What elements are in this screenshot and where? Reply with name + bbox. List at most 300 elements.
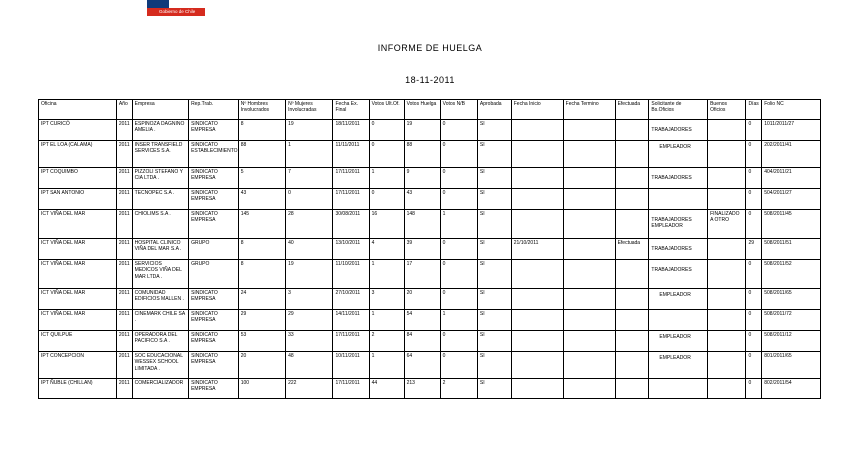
table-cell	[286, 260, 333, 289]
table-cell	[649, 120, 708, 141]
cell-text: 18/11/2011	[335, 121, 360, 127]
table-cell	[39, 239, 117, 260]
table-row	[39, 120, 821, 141]
cell-text: 2011	[118, 240, 130, 246]
table-cell	[615, 310, 649, 331]
table-cell	[39, 310, 117, 331]
table-cell	[762, 141, 821, 168]
table-cell	[404, 210, 440, 239]
cell-text: 0	[748, 211, 752, 217]
table-cell	[615, 331, 649, 352]
cell-text: 0	[748, 380, 752, 386]
cell-text: 100	[240, 380, 250, 386]
report-title: INFORME DE HUELGA	[377, 43, 483, 53]
cell-text: 508/2011/65	[764, 290, 792, 296]
table-cell	[39, 168, 117, 189]
table-cell	[238, 331, 285, 352]
cell-text: 11/11/2011	[335, 142, 360, 148]
table-cell	[649, 331, 708, 352]
table-cell	[369, 260, 404, 289]
cell-text: TRABAJADORES	[651, 127, 692, 133]
cell-text: 44	[371, 380, 378, 386]
cell-text: SINDICATO EMPRESA	[191, 380, 218, 393]
column-header: Votos Ult.Of.	[369, 100, 404, 120]
column-header: Votos Huelga	[404, 100, 440, 120]
cell-text: 48	[288, 353, 294, 359]
table-cell	[708, 141, 746, 168]
cell-text: 0	[748, 311, 752, 317]
table-cell	[404, 352, 440, 379]
cell-text: 53	[240, 332, 247, 338]
table-cell	[649, 239, 708, 260]
table-cell	[132, 352, 188, 379]
cell-text: 2011	[118, 190, 130, 196]
cell-text: 3	[371, 290, 375, 296]
cell-text: SI	[479, 380, 485, 386]
table-cell	[369, 331, 404, 352]
column-header: Nº Mujeres Involucradas	[286, 100, 333, 120]
table-cell	[116, 352, 132, 379]
table-cell	[238, 352, 285, 379]
table-row	[39, 260, 821, 289]
table-cell	[477, 239, 511, 260]
cell-text: 0	[371, 121, 375, 127]
cell-text: 17/11/2011	[335, 190, 360, 196]
table-cell	[189, 331, 239, 352]
table-row	[39, 352, 821, 379]
table-cell	[440, 189, 477, 210]
table-cell	[116, 289, 132, 310]
table-cell	[511, 352, 563, 379]
table-cell	[746, 239, 762, 260]
table-cell	[238, 260, 285, 289]
cell-text: FINALIZADO A OTRO	[710, 211, 740, 224]
table-cell	[286, 289, 333, 310]
table-cell	[708, 260, 746, 289]
table-cell	[286, 331, 333, 352]
table-cell	[762, 239, 821, 260]
cell-text: 508/2011/45	[764, 211, 792, 217]
table-cell	[649, 379, 708, 399]
table-cell	[708, 168, 746, 189]
table-cell	[708, 210, 746, 239]
table-cell	[333, 310, 369, 331]
column-header: Oficina	[39, 100, 117, 120]
table-cell	[238, 189, 285, 210]
cell-text: OPERADORA DEL PACIFICO S.A .	[134, 332, 178, 345]
cell-text: 17	[406, 261, 413, 267]
cell-text: 64	[406, 353, 413, 359]
table-cell	[615, 239, 649, 260]
table-cell	[563, 210, 615, 239]
table-cell	[132, 189, 188, 210]
cell-text: 8	[240, 121, 244, 127]
cell-text: 13/10/2011	[335, 240, 361, 246]
cell-text: SI	[479, 142, 485, 148]
table-cell	[746, 260, 762, 289]
table-cell	[511, 210, 563, 239]
table-cell	[440, 379, 477, 399]
table-cell	[746, 331, 762, 352]
table-cell	[116, 189, 132, 210]
column-header: Efectuada	[615, 100, 649, 120]
cell-text: SINDICATO EMPRESA	[191, 290, 218, 303]
cell-text: COMUNIDAD EDIFICIOS MALLEN .	[134, 290, 184, 303]
cell-text: 2011	[118, 121, 130, 127]
cell-text: 1	[442, 211, 446, 217]
cell-text: IPT ÑUBLE (CHILLAN)	[41, 380, 93, 386]
table-cell	[189, 141, 239, 168]
table-cell	[369, 379, 404, 399]
table-cell	[615, 189, 649, 210]
table-cell	[477, 352, 511, 379]
cell-text: SI	[479, 240, 485, 246]
cell-text: 1	[371, 353, 375, 359]
cell-text: EMPLEADOR	[659, 144, 691, 150]
table-cell	[440, 260, 477, 289]
cell-text: 1	[371, 169, 375, 175]
table-cell	[286, 168, 333, 189]
cell-text: 21/10/2011	[513, 240, 539, 246]
cell-text: 30/08/2011	[335, 211, 361, 217]
table-cell	[615, 260, 649, 289]
table-cell	[708, 310, 746, 331]
table-cell	[440, 210, 477, 239]
table-cell	[511, 189, 563, 210]
table-cell	[762, 352, 821, 379]
table-cell	[189, 310, 239, 331]
cell-text: ICT QUILPUE	[41, 332, 73, 338]
table-cell	[369, 352, 404, 379]
cell-text: 33	[288, 332, 294, 338]
cell-text: 0	[748, 353, 752, 359]
table-cell	[708, 352, 746, 379]
cell-text: 0	[748, 121, 752, 127]
table-cell	[333, 260, 369, 289]
table-cell	[333, 352, 369, 379]
cell-text: 0	[288, 190, 291, 196]
table-cell	[477, 379, 511, 399]
cell-text: 24	[240, 290, 247, 296]
table-cell	[615, 289, 649, 310]
table-cell	[369, 120, 404, 141]
table-cell	[369, 239, 404, 260]
cell-text: IPT CONCEPCION	[41, 353, 84, 359]
cell-text: 0	[748, 290, 752, 296]
cell-text: 213	[406, 380, 415, 386]
cell-text: 7	[288, 169, 291, 175]
table-cell	[511, 168, 563, 189]
cell-text: 508/2011/52	[764, 261, 792, 267]
cell-text: INSER TRANSFIELD SERVICES S.A.	[134, 142, 183, 155]
cell-text: 0	[371, 190, 375, 196]
table-cell	[615, 141, 649, 168]
logo-red-block	[147, 8, 205, 16]
table-cell	[563, 260, 615, 289]
table-cell	[39, 189, 117, 210]
table-cell	[404, 189, 440, 210]
table-cell	[39, 141, 117, 168]
cell-text: 88	[240, 142, 247, 148]
table-cell	[708, 239, 746, 260]
column-header: Solicitante de Bs.Oficios	[649, 100, 708, 120]
cell-text: IPT SAN ANTONIO	[41, 190, 85, 196]
cell-text: 39	[406, 240, 413, 246]
table-row	[39, 379, 821, 399]
cell-text: 145	[240, 211, 250, 217]
cell-text: 1	[442, 311, 446, 317]
table-cell	[369, 310, 404, 331]
table-cell	[649, 260, 708, 289]
table-cell	[477, 141, 511, 168]
column-header: Fecha Ex. Final	[333, 100, 369, 120]
table-cell	[39, 352, 117, 379]
cell-text: 17/11/2011	[335, 169, 360, 175]
table-cell	[333, 239, 369, 260]
table-cell	[39, 379, 117, 399]
cell-text: 43	[406, 190, 413, 196]
column-header: Rep.Trab.	[189, 100, 239, 120]
table-cell	[440, 352, 477, 379]
table-cell	[511, 331, 563, 352]
cell-text: 222	[288, 380, 297, 386]
table-row	[39, 239, 821, 260]
strike-report-table	[38, 99, 821, 399]
cell-text: 8	[240, 240, 244, 246]
column-header: Nº Hombres Involucrados	[238, 100, 285, 120]
table-cell	[762, 331, 821, 352]
table-cell	[746, 352, 762, 379]
table-cell	[404, 260, 440, 289]
table-cell	[477, 331, 511, 352]
table-cell	[333, 210, 369, 239]
table-cell	[762, 379, 821, 399]
cell-text: 0	[442, 169, 446, 175]
column-header: Buenos Oficios	[708, 100, 746, 120]
table-cell	[440, 331, 477, 352]
cell-text: 0	[748, 142, 752, 148]
cell-text: 2011	[118, 169, 130, 175]
table-row	[39, 310, 821, 331]
table-cell	[708, 189, 746, 210]
cell-text: 202/2011/41	[764, 142, 792, 148]
cell-text: 0	[748, 332, 752, 338]
cell-text: 404/2011/21	[764, 169, 792, 175]
table-cell	[511, 260, 563, 289]
table-row	[39, 289, 821, 310]
cell-text: ESPINOZA DAGNINO AMELIA .	[134, 121, 185, 134]
cell-text: 0	[442, 190, 446, 196]
table-cell	[189, 189, 239, 210]
table-cell	[132, 289, 188, 310]
table-cell	[649, 310, 708, 331]
table-row	[39, 331, 821, 352]
table-cell	[563, 289, 615, 310]
cell-text: 2011	[118, 353, 130, 359]
cell-text: TRABAJADORES EMPLEADOR	[651, 217, 692, 230]
cell-text: IPT CURICÓ	[41, 121, 70, 127]
table-row	[39, 168, 821, 189]
cell-text: 88	[406, 142, 413, 148]
cell-text: 17/11/2011	[335, 332, 360, 338]
table-cell	[649, 289, 708, 310]
table-cell	[286, 379, 333, 399]
cell-text: 504/2011/27	[764, 190, 792, 196]
table-cell	[746, 210, 762, 239]
table-cell	[333, 141, 369, 168]
table-cell	[511, 141, 563, 168]
table-cell	[511, 239, 563, 260]
cell-text: 19	[406, 121, 413, 127]
cell-text: 10/11/2011	[335, 353, 360, 359]
table-cell	[649, 352, 708, 379]
table-cell	[762, 260, 821, 289]
cell-text: 2	[442, 380, 446, 386]
cell-text: 5	[240, 169, 244, 175]
table-cell	[39, 120, 117, 141]
cell-text: SI	[479, 353, 485, 359]
cell-text: EMPLEADOR	[659, 334, 691, 340]
table-cell	[746, 168, 762, 189]
column-header: Aprobada	[477, 100, 511, 120]
cell-text: 0	[442, 142, 446, 148]
logo-text: Gobierno de Chile	[159, 9, 196, 14]
table-cell	[369, 210, 404, 239]
table-cell	[511, 379, 563, 399]
table-cell	[189, 379, 239, 399]
cell-text: SI	[479, 190, 485, 196]
cell-text: CINEMARK CHILE SA .	[134, 311, 185, 324]
table-cell	[333, 379, 369, 399]
cell-text: COMERCIALIZADOR	[134, 380, 184, 386]
cell-text: 2	[371, 332, 375, 338]
cell-text: 17/11/2011	[335, 380, 360, 386]
table-cell	[746, 310, 762, 331]
cell-text: 508/2011/12	[764, 332, 792, 338]
cell-text: SI	[479, 332, 485, 338]
table-cell	[333, 289, 369, 310]
cell-text: ICT VIÑA DEL MAR	[41, 211, 86, 217]
table-cell	[762, 189, 821, 210]
cell-text: ICT VIÑA DEL MAR	[41, 261, 86, 267]
table-cell	[238, 289, 285, 310]
table-cell	[39, 210, 117, 239]
table-cell	[286, 120, 333, 141]
table-cell	[132, 168, 188, 189]
table-cell	[746, 289, 762, 310]
cell-text: GRUPO	[191, 240, 210, 246]
cell-text: TECNOPEC S.A .	[134, 190, 175, 196]
table-cell	[404, 331, 440, 352]
cell-text: 2011	[118, 290, 130, 296]
cell-text: 29	[748, 240, 754, 246]
cell-text: SERVICIOS MEDICOS VIÑA DEL MAR LTDA .	[134, 261, 182, 280]
table-cell	[762, 310, 821, 331]
table-cell	[369, 168, 404, 189]
cell-text: GRUPO	[191, 261, 210, 267]
cell-text: SI	[479, 311, 485, 317]
cell-text: PIZZOLI STEFANO Y CIA LTDA .	[134, 169, 183, 182]
cell-text: ICT VIÑA DEL MAR	[41, 240, 86, 246]
table-cell	[238, 141, 285, 168]
table-cell	[762, 210, 821, 239]
column-header: Fecha Termino	[563, 100, 615, 120]
cell-text: SINDICATO EMPRESA	[191, 121, 218, 134]
table-cell	[477, 120, 511, 141]
cell-text: SI	[479, 290, 485, 296]
table-cell	[189, 210, 239, 239]
cell-text: SI	[479, 261, 485, 267]
table-cell	[39, 331, 117, 352]
cell-text: 27/10/2011	[335, 290, 361, 296]
logo-blue-block	[147, 0, 169, 8]
table-cell	[746, 120, 762, 141]
cell-text: 2011	[118, 211, 130, 217]
table-cell	[238, 210, 285, 239]
cell-text: 0	[442, 240, 446, 246]
table-cell	[132, 120, 188, 141]
cell-text: SINDICATO ESTABLECIMIENTO	[191, 142, 238, 155]
cell-text: 43	[240, 190, 247, 196]
table-cell	[286, 189, 333, 210]
table-cell	[189, 239, 239, 260]
table-cell	[746, 141, 762, 168]
table-cell	[615, 120, 649, 141]
report-date: 18-11-2011	[405, 75, 455, 85]
table-cell	[369, 289, 404, 310]
cell-text: SINDICATO EMPRESA	[191, 353, 218, 366]
table-cell	[746, 379, 762, 399]
table-cell	[708, 120, 746, 141]
cell-text: 29	[240, 311, 247, 317]
table-cell	[563, 120, 615, 141]
cell-text: 1011/2011/27	[764, 121, 795, 127]
table-cell	[440, 310, 477, 331]
cell-text: 0	[442, 261, 446, 267]
cell-text: 8	[240, 261, 244, 267]
cell-text: 1	[371, 261, 375, 267]
column-header: Días	[746, 100, 762, 120]
cell-text: IPT COQUIMBO	[41, 169, 78, 175]
cell-text: 9	[406, 169, 410, 175]
table-cell	[404, 379, 440, 399]
table-row	[39, 141, 821, 168]
cell-text: 0	[748, 261, 752, 267]
table-cell	[511, 289, 563, 310]
table-cell	[404, 120, 440, 141]
cell-text: 508/2011/72	[764, 311, 792, 317]
table-cell	[116, 168, 132, 189]
table-cell	[189, 352, 239, 379]
table-cell	[563, 310, 615, 331]
table-cell	[132, 210, 188, 239]
table-cell	[116, 239, 132, 260]
cell-text: SI	[479, 169, 485, 175]
table-cell	[404, 239, 440, 260]
table-body	[39, 120, 821, 399]
table-cell	[369, 141, 404, 168]
cell-text: EMPLEADOR	[659, 355, 691, 361]
table-cell	[563, 239, 615, 260]
table-cell	[116, 141, 132, 168]
table-cell	[238, 379, 285, 399]
cell-text: 16	[371, 211, 378, 217]
table-cell	[511, 120, 563, 141]
table-cell	[333, 331, 369, 352]
cell-text: IPT EL LOA (CALAMA)	[41, 142, 93, 148]
table-cell	[708, 379, 746, 399]
table-cell	[189, 120, 239, 141]
